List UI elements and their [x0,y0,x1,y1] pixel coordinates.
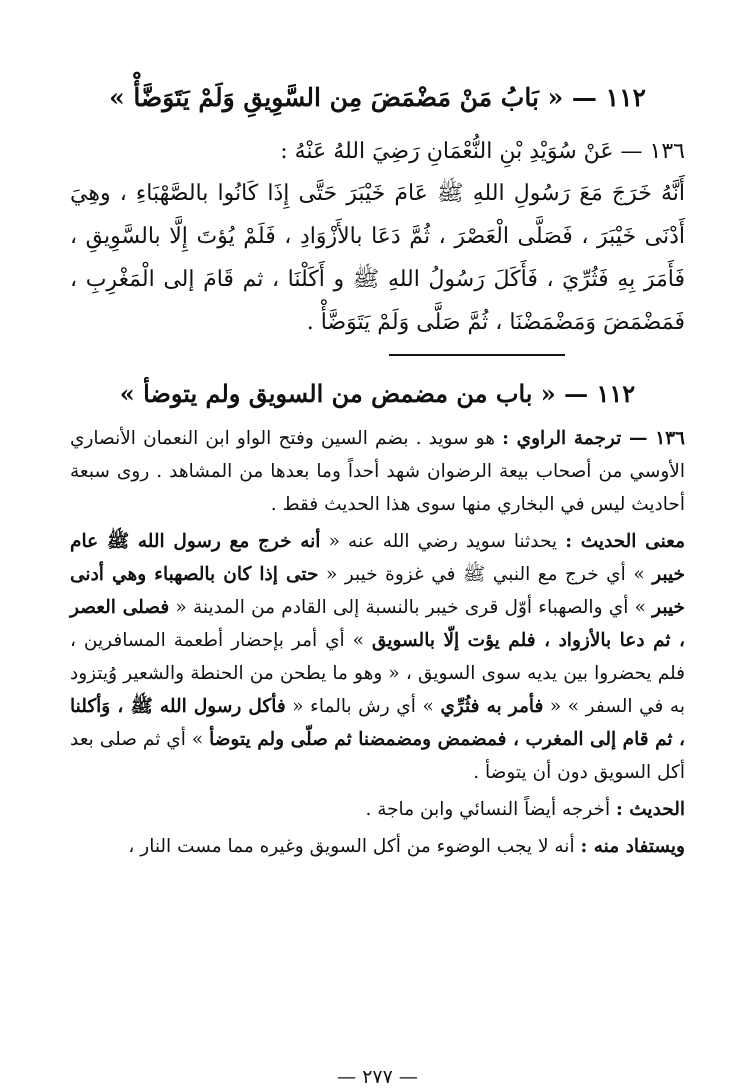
page-number: — ٢٧٧ — [337,1066,418,1088]
meaning-quote: فأمر به فثُرِّي [440,696,544,717]
narrator-biography [70,422,685,521]
hadith-narrator: ١٣٦ — عَنْ سُوَيْدِ بْنِ النُّعْمَانِ رَضِيَ اللهُ عَنْهُ : [280,139,685,164]
hadith-benefits-label: ويستفاد منه : [580,836,685,857]
meaning-quote: حتى إذا كان بالصهباء وهي أدنى خيبر [70,564,685,618]
hadith-benefits-text: أنه لا يجب الوضوء من أكل السويق وغيره مما مست النار ، [128,836,581,857]
hadith-sources [70,793,685,826]
hadith-benefits [70,830,685,863]
section-divider [389,354,565,356]
book-page [70,78,685,1010]
meaning-quote: أنه خرج مع رسول الله ﷺ عام خيبر [70,531,685,585]
chapter-heading: ١١٢ — « بَابُ مَنْ مَضْمَضَ مِن السَّوِيقِ وَلَمْ يَتَوَضَّأْ » [109,83,646,112]
meaning-segment: » أي رش بالماء « [285,696,441,717]
hadith-meaning-label: معنى الحديث : [565,531,685,552]
narrator-biography-text: هو سويد . بضم السين وفتح الواو ابن النعمان الأنصاري الأوسي من أصحاب بيعة الرضوان شهد أحداً وما بعدها من المشاهد . روى سبعة أحاديث ليس في البخاري منها سوى هذا الحديث فقط . [70,428,685,515]
meaning-segment: » أي خرج مع النبي ﷺ في غزوة خيبر « [318,564,653,585]
hadith-sources-label: الحديث : [615,799,685,820]
meaning-segment: » أي ثم صلى بعد أكل السويق دون أن يتوضأ . [70,729,685,783]
narrator-biography-label: ١٣٦ — ترجمة الراوي : [502,428,685,449]
hadith-text: أَنَّهُ خَرَجَ مَعَ رَسُولِ اللهِ ﷺ عَامَ خَيْبَرَ حَتَّى إِذَا كَانُوا بالصَّهْبَاءِ ، وهِيَ أَدْنَى خَيْبَرَ ، فَصَلَّى الْعَصْرَ ، ثُمَّ دَعَا بالأَزْوَادِ ، فَلَمْ يُؤتَ إِلَّا بالسَّوِيقِ ، فَأَمَرَ بِهِ فَثُرِّيَ ، فَأَكَلَ رَسُولُ اللهِ ﷺ و أَكَلْنَا ، ثم قَامَ إلى الْمَغْرِبِ ، فَمَضْمَضَ وَمَضْمَضْنَا ، ثُمَّ صَلَّى وَلَمْ يَتَوَضَّأْ . [70,181,685,335]
commentary-heading: ١١٢ — « باب من مضمض من السويق ولم يتوضأ » [119,379,636,408]
meaning-segment: » أي والصهباء أوّل قرى خيبر بالنسبة إلى القادم من المدينة « [169,597,653,618]
hadith-sources-text: أخرجه أيضاً النسائي وابن ماجة . [365,799,616,820]
meaning-segment: » أي أمر بإحضار أطعمة المسافرين ، فلم يحضروا بين يديه سوى السويق ، « وهو ما يطحن من الحنطة والشعير وُيتزود به في السفر » « [70,630,685,717]
hadith-block [70,132,685,344]
meaning-quote: فصلى العصر ، ثم دعا بالأزواد ، فلم يؤت إلّا بالسويق [70,597,686,651]
meaning-quote: فأكل رسول الله ﷺ ، وَأكلنا ، ثم قام إلى المغرب ، فمضمض ومضمضنا ثم صلّى ولم يتوضأ [70,696,686,750]
meaning-segment: يحدثنا سويد رضي الله عنه « [320,531,566,552]
hadith-meaning [70,525,685,789]
